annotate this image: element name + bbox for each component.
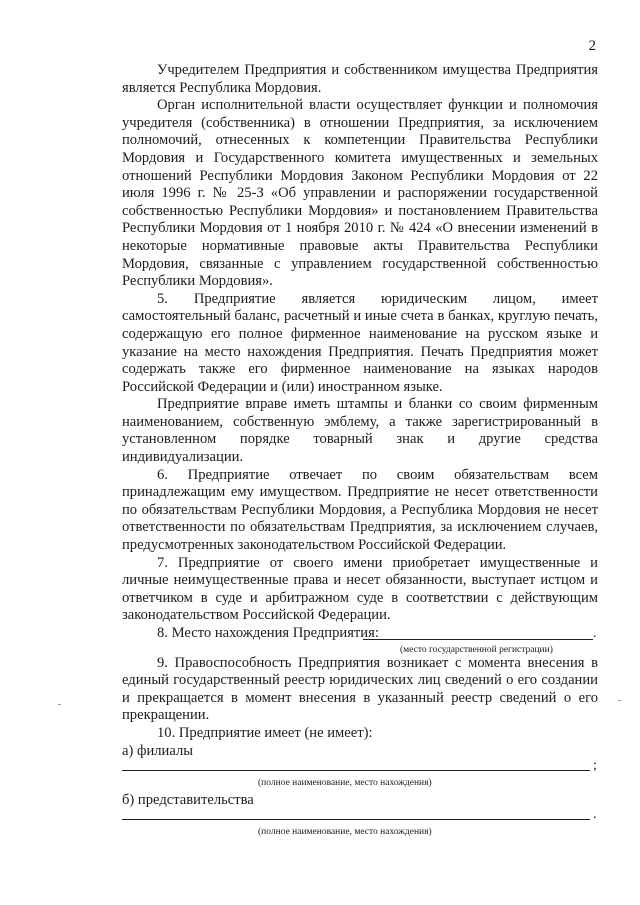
item-10-label: 10. Предприятие имеет (не имеет): bbox=[157, 724, 373, 741]
paragraph-7-rights: 7. Предприятие от своего имени приобретает имущественные и личные неимущественные права и несет обязанности, выступает истцом и ответчиком в суде и арбитражном суде в соответствии с действующим законодательством Российской Федерации. bbox=[122, 554, 598, 624]
item-10a-row bbox=[122, 743, 598, 761]
item-8-end: . bbox=[593, 626, 597, 641]
item-8-fill-line bbox=[363, 639, 593, 640]
item-10b-fill-line bbox=[122, 819, 590, 820]
item-8-row bbox=[122, 625, 598, 643]
paragraph-9-capacity: 9. Правоспособность Предприятия возникает с момента внесения в единый государственный реестр юридических лиц сведений о его создании и прекращается в момент внесения в указанный реестр сведений о его прекращении. bbox=[122, 654, 598, 724]
item-10a-label: а) филиалы bbox=[122, 742, 194, 759]
paragraph-executive-authority: Орган исполнительной власти осуществляет функции и полномочия учредителя (собственника) в отношении Предприятия, за исключением полномочий, отнесенных к компетенции Правительства Республики Мордовия и Государственного комитета имущественных и земельных отношений Республики Мордовия Законом Республики Мордовия от 22 июля 1996 г. № 25-З «Об управлении и распоряжении государственной собственностью Республики Мордовия» и постановлением Правительства Республики Мордовия от 1 ноября 2010 г. № 424 «О внесении изменений в некоторые нормативные правовые акты Правительства Республики Мордовия, связанные с управлением государственной собственностью Республики Мордовия». bbox=[122, 97, 598, 290]
item-10b-caption: (полное наименование, место нахождения) bbox=[258, 826, 432, 837]
scan-speck-right bbox=[618, 700, 621, 701]
paragraph-stamps: Предприятие вправе иметь штампы и бланки со своим фирменным наименованием, собственную эмблему, а также зарегистрированный в установленном порядке товарный знак и другие средства индивидуализации. bbox=[122, 396, 598, 466]
paragraph-5-legal-entity: 5. Предприятие является юридическим лицом, имеет самостоятельный баланс, расчетный и иные счета в банках, круглую печать, содержащую его полное фирменное наименование на русском языке и указание на место нахождения Предприятия. Печать Предприятия может содержать также его фирменное наименование на языках народов Российской Федерации и (или) иностранном языке. bbox=[122, 290, 598, 395]
item-10a-end: ; bbox=[593, 758, 597, 774]
item-10a-fill-line bbox=[122, 770, 590, 771]
paragraph-founder: Учредителем Предприятия и собственником имущества Предприятия является Республика Мордовия. bbox=[122, 62, 598, 96]
item-10b-end: . bbox=[593, 807, 597, 823]
body-text bbox=[122, 62, 598, 841]
page-number: 2 bbox=[588, 38, 596, 54]
scan-speck-left bbox=[58, 704, 61, 705]
item-10b-label: б) представительства bbox=[122, 791, 254, 808]
item-10b-row bbox=[122, 792, 598, 810]
item-10a-caption: (полное наименование, место нахождения) bbox=[258, 777, 432, 788]
item-10-row bbox=[122, 725, 598, 743]
paragraph-6-liability: 6. Предприятие отвечает по своим обязательствам всем принадлежащим ему имуществом. Предприятие не несет ответственности по обязательствам Республики Мордовия, а Республика Мордовия не несет ответственности по обязательствам Предприятия, за исключением случаев, предусмотренных законодательством Российской Федерации. bbox=[122, 466, 598, 554]
item-8-label: 8. Место нахождения Предприятия: bbox=[157, 625, 379, 641]
item-8-caption: (место государственной регистрации) bbox=[400, 644, 553, 655]
